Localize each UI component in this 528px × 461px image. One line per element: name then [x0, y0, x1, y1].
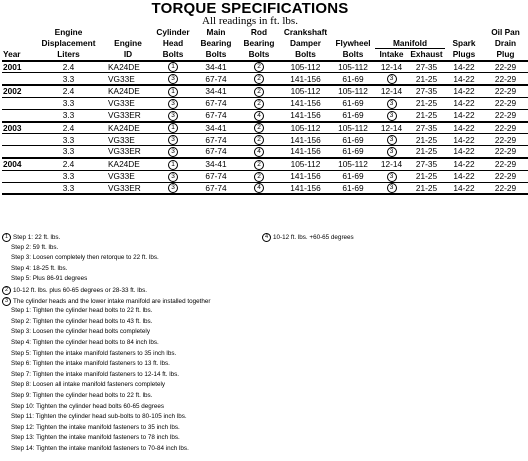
footnote-circle-icon: 4 — [254, 183, 264, 193]
cell-oil-pan: 22-29 — [483, 134, 528, 146]
cell-flywheel: 105-112 — [331, 61, 375, 73]
footnote-circle-icon: 3 — [168, 111, 178, 121]
footnote-line — [11, 244, 58, 252]
cell-crankshaft: 141-156 — [280, 134, 331, 146]
cell-oil-pan: 22-29 — [483, 146, 528, 158]
cell-rod-bearing — [238, 73, 280, 85]
cell-spark: 14-22 — [445, 122, 483, 134]
cell-exhaust: 21-25 — [408, 134, 445, 146]
footnote-line — [11, 445, 189, 453]
footnote-line — [11, 413, 187, 421]
footnote-line — [11, 360, 170, 368]
footnote-text: Step 1: 22 ft. lbs. — [13, 234, 61, 242]
cell-displacement: 3.3 — [33, 182, 104, 194]
cell-main-bearing: 67-74 — [194, 134, 238, 146]
footnote-circle-icon: 2 — [254, 87, 264, 97]
cell-engine-id: VG33E — [104, 170, 152, 182]
cell-spark: 14-22 — [445, 182, 483, 194]
header-crankshaft-2: Damper — [290, 38, 321, 48]
footnote-line — [11, 371, 179, 379]
cell-main-bearing: 34-41 — [194, 85, 238, 97]
header-year-spacer — [2, 27, 33, 38]
footnote-line — [11, 403, 164, 411]
header-intake: Intake — [375, 49, 408, 61]
cell-year: 2002 — [2, 85, 33, 97]
header-intake-spacer — [375, 27, 408, 38]
cell-intake: 12-14 — [375, 85, 408, 97]
cell-crankshaft: 105-112 — [280, 158, 331, 170]
header-oil-pan-2: Drain — [494, 38, 517, 48]
footnote-circle-icon: 3 — [387, 147, 397, 157]
header-cyl-head-1: Cylinder — [156, 27, 190, 37]
cell-main-bearing: 67-74 — [194, 146, 238, 158]
cell-crankshaft: 141-156 — [280, 170, 331, 182]
footnote-line — [11, 275, 87, 283]
cell-flywheel: 61-69 — [331, 170, 375, 182]
footnote-text: Step 11: Tighten the cylinder head sub-bolts to 80-105 inch lbs. — [11, 413, 187, 421]
footnote-text: Step 9: Tighten the cylinder head bolts to 22 ft. lbs. — [11, 392, 153, 399]
footnote-circle-icon: 1 — [168, 87, 178, 97]
cell-displacement: 3.3 — [33, 146, 104, 158]
footnote-number-icon: 1 — [2, 233, 11, 242]
table-row — [2, 61, 528, 73]
cell-main-bearing: 34-41 — [194, 158, 238, 170]
footnote-circle-icon: 3 — [387, 135, 397, 145]
cell-intake — [375, 109, 408, 121]
cell-rod-bearing — [238, 122, 280, 134]
cell-displacement: 3.3 — [33, 134, 104, 146]
header-oil-pan-1: Oil Pan — [491, 27, 520, 37]
cell-engine-id: KA24DE — [104, 85, 152, 97]
footnote-circle-icon: 3 — [387, 74, 397, 84]
cell-rod-bearing — [238, 85, 280, 97]
cell-displacement: 2.4 — [33, 85, 104, 97]
table-row — [2, 97, 528, 109]
header-spark-1: Spark — [452, 38, 476, 48]
cell-exhaust: 27-35 — [408, 85, 445, 97]
table-row — [2, 109, 528, 121]
header-displacement-3: Liters — [33, 49, 104, 61]
footnote-circle-icon: 3 — [168, 99, 178, 109]
page-subtitle: All readings in ft. lbs. — [202, 15, 298, 27]
cell-main-bearing: 67-74 — [194, 109, 238, 121]
cell-intake — [375, 73, 408, 85]
cell-flywheel: 105-112 — [331, 122, 375, 134]
cell-oil-pan: 22-29 — [483, 73, 528, 85]
cell-year — [2, 182, 33, 194]
header-cyl-head-3: Bolts — [152, 49, 194, 61]
footnote-text: Step 7: Tighten the intake manifold fasteners to 12-14 ft. lbs. — [11, 370, 180, 378]
cell-intake: 12-14 — [375, 122, 408, 134]
cell-cyl-head — [152, 122, 194, 134]
footnote-text: Step 6: Tighten the intake manifold fasteners to 13 ft. lbs. — [11, 360, 170, 368]
torque-table-body — [2, 61, 528, 195]
cell-year: 2004 — [2, 158, 33, 170]
footnote-text: Step 2: Tighten the cylinder head bolts to 43 ft. lbs. — [11, 317, 153, 325]
cell-cyl-head — [152, 170, 194, 182]
footnote-circle-icon: 1 — [168, 62, 178, 72]
cell-crankshaft: 105-112 — [280, 85, 331, 97]
footnote-line — [2, 233, 60, 242]
cell-main-bearing: 34-41 — [194, 61, 238, 73]
cell-rod-bearing — [238, 158, 280, 170]
cell-flywheel: 61-69 — [331, 109, 375, 121]
footnote-text: Step 2: 59 ft. lbs. — [11, 243, 59, 251]
footnote-circle-icon: 1 — [168, 160, 178, 170]
footnote-number-icon: 3 — [2, 297, 11, 306]
cell-displacement: 2.4 — [33, 158, 104, 170]
cell-rod-bearing — [238, 134, 280, 146]
header-exhaust-spacer — [408, 27, 445, 38]
cell-exhaust: 21-25 — [408, 109, 445, 121]
page-title: TORQUE SPECIFICATIONS — [151, 0, 349, 17]
cell-spark: 14-22 — [445, 170, 483, 182]
cell-spark: 14-22 — [445, 109, 483, 121]
footnote-text: Step 1: Tighten the cylinder head bolts to 22 ft. lbs. — [11, 307, 153, 315]
footnote-line — [11, 254, 159, 262]
cell-flywheel: 105-112 — [331, 158, 375, 170]
cell-cyl-head — [152, 97, 194, 109]
header-displacement-1: Engine — [54, 27, 83, 37]
cell-engine-id: VG33ER — [104, 146, 152, 158]
header-main-bearing-1: Main — [206, 27, 226, 37]
footnote-text: The cylinder heads and the lower intake manifold are installed together — [13, 297, 211, 305]
cell-flywheel: 61-69 — [331, 134, 375, 146]
footnote-circle-icon: 3 — [168, 183, 178, 193]
footnote-circle-icon: 3 — [387, 111, 397, 121]
header-rod-bearing-2: Bearing — [243, 38, 275, 48]
cell-engine-id: VG33E — [104, 134, 152, 146]
cell-rod-bearing — [238, 97, 280, 109]
footnote-text: Step 3: Loosen completely then retorque to 22 ft. lbs. — [11, 254, 159, 262]
cell-spark: 14-22 — [445, 97, 483, 109]
cell-intake — [375, 170, 408, 182]
header-main-bearing-3: Bolts — [194, 49, 238, 61]
footnote-text: Step 8: Loosen all intake manifold fasteners completely — [11, 381, 166, 389]
cell-flywheel: 61-69 — [331, 73, 375, 85]
footnote-line — [11, 350, 176, 358]
footnote-line — [11, 392, 152, 400]
footnote-circle-icon: 2 — [254, 123, 264, 133]
cell-exhaust: 27-35 — [408, 158, 445, 170]
cell-cyl-head — [152, 146, 194, 158]
table-row — [2, 182, 528, 194]
footnote-circle-icon: 2 — [254, 74, 264, 84]
footnote-text: Step 4: 18-25 ft. lbs. — [11, 264, 68, 272]
cell-year: 2003 — [2, 122, 33, 134]
cell-exhaust: 27-35 — [408, 122, 445, 134]
footnote-circle-icon: 2 — [254, 172, 264, 182]
footnote-text: Step 4: Tighten the cylinder head bolts to 84 inch lbs. — [11, 339, 159, 346]
header-main-bearing-2: Bearing — [200, 38, 232, 48]
cell-crankshaft: 141-156 — [280, 109, 331, 121]
footnote-text: 10-12 ft. lbs. +60-65 degrees — [273, 234, 354, 242]
cell-year — [2, 170, 33, 182]
cell-engine-id: KA24DE — [104, 61, 152, 73]
header-year: Year — [2, 49, 33, 61]
cell-spark: 14-22 — [445, 61, 483, 73]
header-engine-id-spacer — [104, 27, 152, 38]
cell-year — [2, 134, 33, 146]
cell-displacement: 3.3 — [33, 109, 104, 121]
footnote-line — [11, 424, 180, 432]
cell-displacement: 3.3 — [33, 73, 104, 85]
header-flywheel-2: Bolts — [331, 49, 375, 61]
footnote-line — [11, 339, 159, 347]
cell-flywheel: 61-69 — [331, 97, 375, 109]
cell-intake — [375, 182, 408, 194]
cell-main-bearing: 67-74 — [194, 170, 238, 182]
header-flywheel-spacer — [331, 27, 375, 38]
cell-engine-id: VG33ER — [104, 109, 152, 121]
torque-table — [2, 27, 528, 195]
footnote-text: Step 14: Tighten the intake manifold fasteners to 70-84 inch lbs. — [11, 445, 189, 452]
header-rod-bearing-3: Bolts — [238, 49, 280, 61]
cell-spark: 14-22 — [445, 85, 483, 97]
footnote-circle-icon: 2 — [254, 62, 264, 72]
table-row — [2, 170, 528, 182]
cell-rod-bearing — [238, 146, 280, 158]
table-row — [2, 122, 528, 134]
cell-spark: 14-22 — [445, 73, 483, 85]
footnote-line — [262, 233, 354, 242]
footnote-circle-icon: 3 — [168, 147, 178, 157]
footnote-circle-icon: 3 — [168, 172, 178, 182]
cell-exhaust: 21-25 — [408, 170, 445, 182]
cell-rod-bearing — [238, 61, 280, 73]
cell-crankshaft: 105-112 — [280, 61, 331, 73]
cell-engine-id: KA24DE — [104, 158, 152, 170]
cell-cyl-head — [152, 73, 194, 85]
cell-engine-id: VG33E — [104, 97, 152, 109]
cell-rod-bearing — [238, 109, 280, 121]
cell-cyl-head — [152, 158, 194, 170]
cell-displacement: 2.4 — [33, 61, 104, 73]
footnote-text: Step 5: Plus 86-91 degrees — [11, 275, 88, 283]
footnote-circle-icon: 3 — [387, 99, 397, 109]
footnote-line — [2, 286, 147, 295]
cell-main-bearing: 67-74 — [194, 73, 238, 85]
cell-displacement: 3.3 — [33, 170, 104, 182]
cell-main-bearing: 67-74 — [194, 182, 238, 194]
footnote-text: 10-12 ft. lbs. plus 60-65 degrees or 28-33 ft. lbs. — [13, 287, 148, 295]
cell-intake — [375, 146, 408, 158]
cell-oil-pan: 22-29 — [483, 158, 528, 170]
table-row — [2, 134, 528, 146]
cell-year — [2, 146, 33, 158]
cell-oil-pan: 22-29 — [483, 170, 528, 182]
cell-flywheel: 61-69 — [331, 182, 375, 194]
header-oil-pan-3: Plug — [483, 49, 528, 61]
cell-cyl-head — [152, 109, 194, 121]
cell-main-bearing: 34-41 — [194, 122, 238, 134]
footnote-line — [11, 265, 67, 273]
header-flywheel-1: Flywheel — [335, 38, 371, 48]
cell-crankshaft: 141-156 — [280, 146, 331, 158]
header-exhaust: Exhaust — [408, 49, 445, 61]
cell-spark: 14-22 — [445, 134, 483, 146]
footnote-text: Step 3: Loosen the cylinder head bolts completely — [11, 328, 150, 336]
cell-crankshaft: 141-156 — [280, 97, 331, 109]
footnote-circle-icon: 3 — [168, 74, 178, 84]
cell-crankshaft: 105-112 — [280, 122, 331, 134]
cell-crankshaft: 141-156 — [280, 73, 331, 85]
cell-displacement: 2.4 — [33, 122, 104, 134]
footnote-circle-icon: 2 — [254, 160, 264, 170]
header-spark-spacer — [445, 27, 483, 38]
cell-main-bearing: 67-74 — [194, 97, 238, 109]
cell-exhaust: 21-25 — [408, 97, 445, 109]
cell-spark: 14-22 — [445, 158, 483, 170]
header-engine-id-2: ID — [104, 49, 152, 61]
footnote-circle-icon: 2 — [254, 99, 264, 109]
table-row — [2, 73, 528, 85]
footnote-line — [11, 328, 150, 336]
footnote-circle-icon: 1 — [168, 123, 178, 133]
cell-year — [2, 73, 33, 85]
cell-exhaust: 21-25 — [408, 146, 445, 158]
cell-intake: 12-14 — [375, 158, 408, 170]
header-crankshaft-3: Bolts — [280, 49, 331, 61]
header-rod-bearing-1: Rod — [250, 27, 268, 37]
footnote-text: Step 13: Tighten the intake manifold fasteners to 78 inch lbs. — [11, 434, 180, 442]
cell-oil-pan: 22-29 — [483, 85, 528, 97]
table-row — [2, 146, 528, 158]
cell-rod-bearing — [238, 170, 280, 182]
cell-year — [2, 109, 33, 121]
header-crankshaft-1: Crankshaft — [283, 27, 328, 37]
header-cyl-head-2: Head — [162, 38, 184, 48]
cell-oil-pan: 22-29 — [483, 182, 528, 194]
cell-intake — [375, 134, 408, 146]
cell-exhaust: 21-25 — [408, 73, 445, 85]
cell-flywheel: 105-112 — [331, 85, 375, 97]
cell-intake — [375, 97, 408, 109]
cell-displacement: 3.3 — [33, 97, 104, 109]
cell-cyl-head — [152, 182, 194, 194]
header-displacement-2: Displacement — [41, 38, 96, 48]
footnote-circle-icon: 4 — [254, 147, 264, 157]
cell-oil-pan: 22-29 — [483, 97, 528, 109]
header-engine-id-1: Engine — [114, 38, 142, 48]
cell-cyl-head — [152, 61, 194, 73]
cell-engine-id: VG33ER — [104, 182, 152, 194]
cell-intake: 12-14 — [375, 61, 408, 73]
cell-cyl-head — [152, 85, 194, 97]
footnote-line — [11, 381, 165, 389]
footnote-circle-icon: 3 — [387, 183, 397, 193]
cell-exhaust: 27-35 — [408, 61, 445, 73]
cell-year — [2, 97, 33, 109]
header-spark-2: Plugs — [445, 49, 483, 61]
header-year-spacer-2 — [2, 38, 33, 49]
footnote-line — [11, 434, 180, 442]
header-manifold: Manifold — [375, 38, 445, 49]
cell-engine-id: KA24DE — [104, 122, 152, 134]
footnote-text: Step 5: Tighten the intake manifold fasteners to 35 inch lbs. — [11, 349, 177, 357]
cell-flywheel: 61-69 — [331, 146, 375, 158]
cell-cyl-head — [152, 134, 194, 146]
table-row — [2, 158, 528, 170]
cell-year: 2001 — [2, 61, 33, 73]
footnote-number-icon: 4 — [262, 233, 271, 242]
footnote-number-icon: 2 — [2, 286, 11, 295]
cell-oil-pan: 22-29 — [483, 61, 528, 73]
cell-oil-pan: 22-29 — [483, 122, 528, 134]
footnote-text: Step 10: Tighten the cylinder head bolts 60-65 degrees — [11, 402, 164, 410]
footnote-circle-icon: 3 — [387, 172, 397, 182]
table-row — [2, 85, 528, 97]
footnote-circle-icon: 4 — [254, 111, 264, 121]
cell-rod-bearing — [238, 182, 280, 194]
cell-exhaust: 21-25 — [408, 182, 445, 194]
footnote-line — [2, 297, 210, 306]
cell-crankshaft: 141-156 — [280, 182, 331, 194]
cell-spark: 14-22 — [445, 146, 483, 158]
footnote-text: Step 12: Tighten the intake manifold fasteners to 35 inch lbs. — [11, 423, 180, 431]
footnote-circle-icon: 3 — [168, 135, 178, 145]
footnote-circle-icon: 2 — [254, 135, 264, 145]
cell-engine-id: VG33E — [104, 73, 152, 85]
footnote-line — [11, 318, 152, 326]
cell-oil-pan: 22-29 — [483, 109, 528, 121]
footnote-line — [11, 307, 152, 315]
